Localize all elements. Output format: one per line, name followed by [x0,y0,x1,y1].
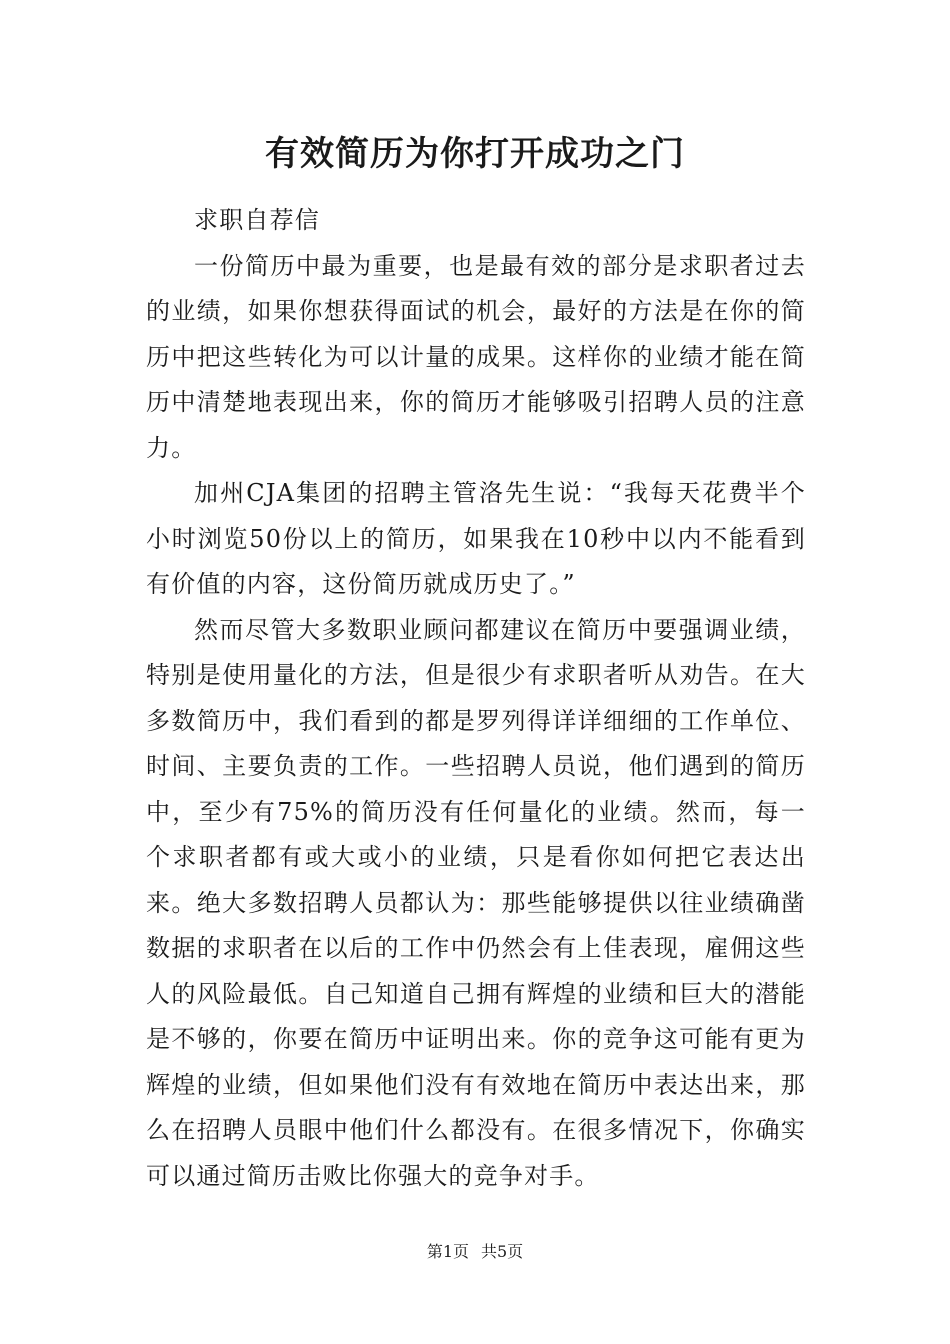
document-title: 有效简历为你打开成功之门 [265,134,685,174]
page-footer [0,1240,950,1264]
paragraph: 加州CJA集团的招聘主管洛先生说：“我每天花费半个小时浏览50份以上的简历，如果我在10秒中以内不能看到有价值的内容，这份简历就成历史了。” [146,479,806,598]
paragraph: 然而尽管大多数职业顾问都建议在简历中要强调业绩，特别是使用量化的方法，但是很少有求职者听从劝告。在大多数简历中，我们看到的都是罗列得详详细细的工作单位、时间、主要负责的工作。一些招聘人员说，他们遇到的简历中，至少有75%的简历没有任何量化的业绩。然而，每一个求职者都有或大或小的业绩，只是看你如何把它表达出来。绝大多数招聘人员都认为：那些能够提供以往业绩确凿数据的求职者在以后的工作中仍然会有上佳表现，雇佣这些人的风险最低。自己知道自己拥有辉煌的业绩和巨大的潜能是不够的，你要在简历中证明出来。你的竞争这可能有更为辉煌的业绩，但如果他们没有有效地在简历中表达出来，那么在招聘人员眼中他们什么都没有。在很多情况下，你确实可以通过简历击败比你强大的竞争对手。 [146,615,806,1190]
document-body [146,198,806,1199]
paragraph-heading: 求职自荐信 [194,206,320,234]
paragraph: 一份简历中最为重要，也是最有效的部分是求职者过去的业绩，如果你想获得面试的机会，最好的方法是在你的简历中把这些转化为可以计量的成果。这样你的业绩才能在简历中清楚地表现出来，你的简历才能够吸引招聘人员的注意力。 [146,251,806,462]
page-total: 共5页 [481,1242,524,1261]
page-number: 第1页 [426,1242,469,1261]
